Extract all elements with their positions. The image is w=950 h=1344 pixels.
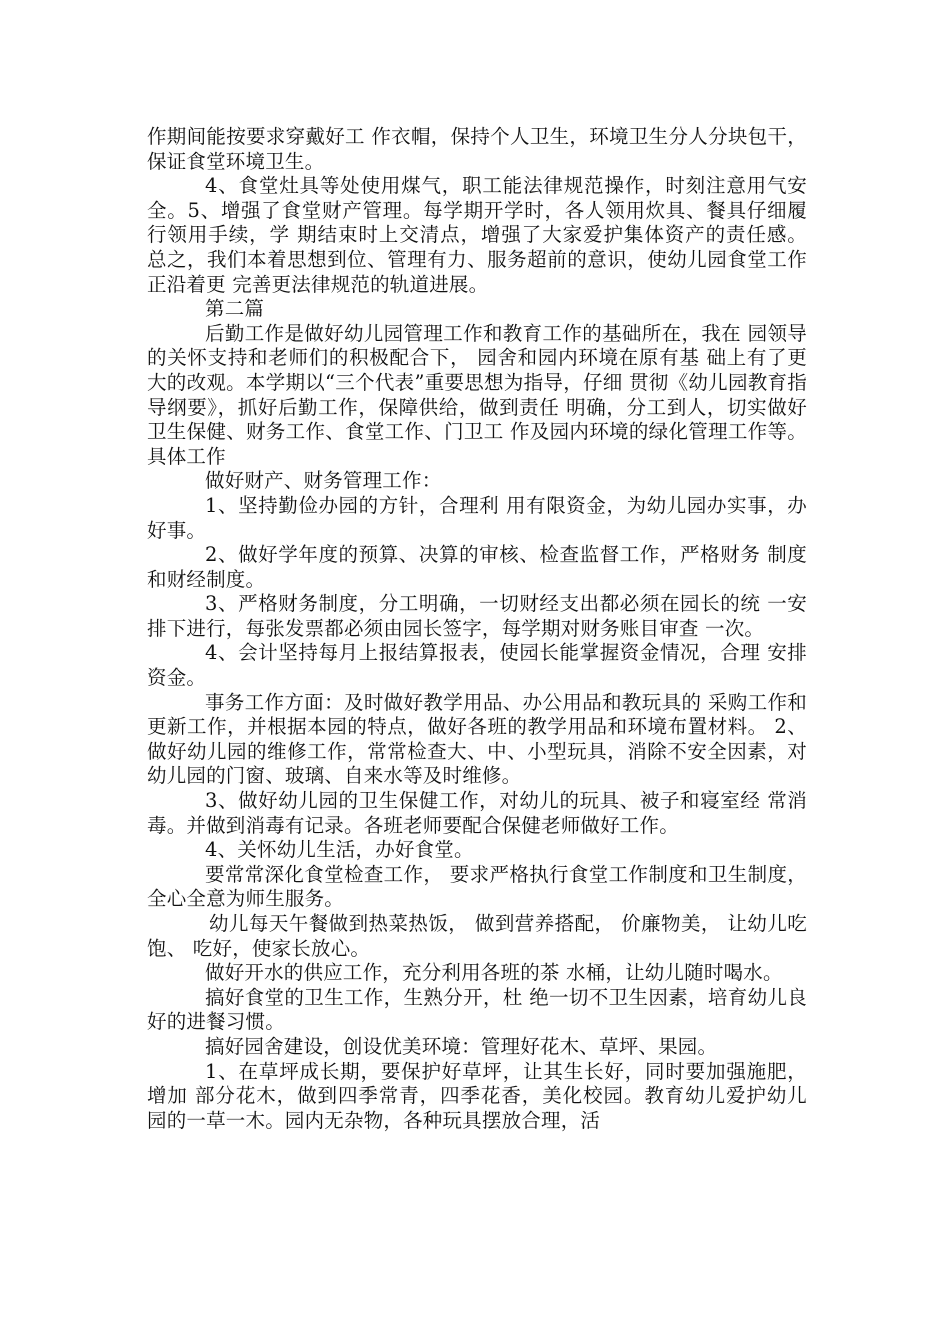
- paragraph-9: 事务工作方面：及时做好教学用品、办公用品和教玩具的 采购工作和更新工作，并根据本园的特点，做好各班的教学用品和环境布置材料。 2、做好幼儿园的维修工作，常常检查大、中、小型玩具，消除不安全因素，对幼儿园的门窗、玻璃、自来水等及时维修。: [147, 690, 807, 788]
- paragraph-13: 幼儿每天午餐做到热菜热饭， 做到营养搭配， 价廉物美， 让幼儿吃饱、 吃好，使家长放心。: [147, 912, 807, 960]
- paragraph-12: 要常常深化食堂检查工作， 要求严格执行食堂工作制度和卫生制度，全心全意为师生服务。: [147, 862, 807, 911]
- paragraph-7: 3、严格财务制度，分工明确，一切财经支出都必须在园长的统 一安排下进行，每张发票都必须由园长签字，每学期对财务账目审查 一次。: [147, 592, 807, 640]
- paragraph-17: 1、在草坪成长期，要保护好草坪，让其生长好，同时要加强施肥，增加 部分花木，做到四季常青，四季花香，美化校园。教育幼儿爱护幼儿 园的一草一木。园内无杂物，各种玩具摆放合理，活: [147, 1059, 807, 1132]
- paragraph-8: 4、会计坚持每月上报结算报表，使园长能掌握资金情况，合理 安排资金。: [147, 641, 807, 690]
- paragraph-1: 作期间能按要求穿戴好工 作衣帽，保持个人卫生，环境卫生分人分块包干，保证食堂环境卫生。: [147, 125, 807, 173]
- paragraph-15: 搞好食堂的卫生工作，生熟分开，杜 绝一切不卫生因素，培育幼儿良好的进餐习惯。: [147, 985, 807, 1034]
- paragraph-6: 2、做好学年度的预算、决算的审核、检查监督工作，严格财务 制度和财经制度。: [147, 543, 807, 591]
- document-body: [147, 125, 807, 1133]
- paragraph-11: 4、关怀幼儿生活，办好食堂。: [205, 838, 474, 862]
- paragraph-16: 搞好园舍建设，创设优美环境：管理好花木、草坪、果园。: [205, 1034, 718, 1058]
- paragraph-5: 1、坚持勤俭办园的方针，合理利 用有限资金，为幼儿园办实事，办好事。: [147, 493, 807, 542]
- paragraph-14: 做好开水的供应工作，充分利用各班的茶 水桶，让幼儿随时喝水。: [205, 961, 783, 985]
- section-heading: 第二篇: [205, 297, 265, 321]
- paragraph-3: 后勤工作是做好幼儿园管理工作和教育工作的基础所在，我在 园领导的关怀支持和老师们的积极配合下， 园舍和园内环境在原有基 础上有了更大的改观。本学期以“三个代表”重要思想为指导，仔细 贯彻《幼儿园教育指导纲要》，抓好后勤工作，保障供给，做到责任 明确，分工到人，切实做好卫生保健、财务工作、食堂工作、门卫工 作及园内环境的绿化管理工作等。 具体工作: [147, 321, 807, 468]
- paragraph-2: 4、食堂灶具等处使用煤气，职工能法律规范操作，时刻注意用气安全。5、增强了食堂财产管理。每学期开学时，各人领用炊具、餐具仔细履行领用手续，学 期结束时上交清点，增强了大家爱护集体资产的责任感。 总之，我们本着思想到位、管理有力、服务超前的意识，使幼儿园食堂工作正沿着更 完善更法律规范的轨道进展。: [147, 174, 807, 296]
- paragraph-4: 做好财产、财务管理工作：: [205, 469, 442, 493]
- paragraph-10: 3、做好幼儿园的卫生保健工作，对幼儿的玩具、被子和寝室经 常消毒。并做到消毒有记录。各班老师要配合保健老师做好工作。: [147, 789, 807, 837]
